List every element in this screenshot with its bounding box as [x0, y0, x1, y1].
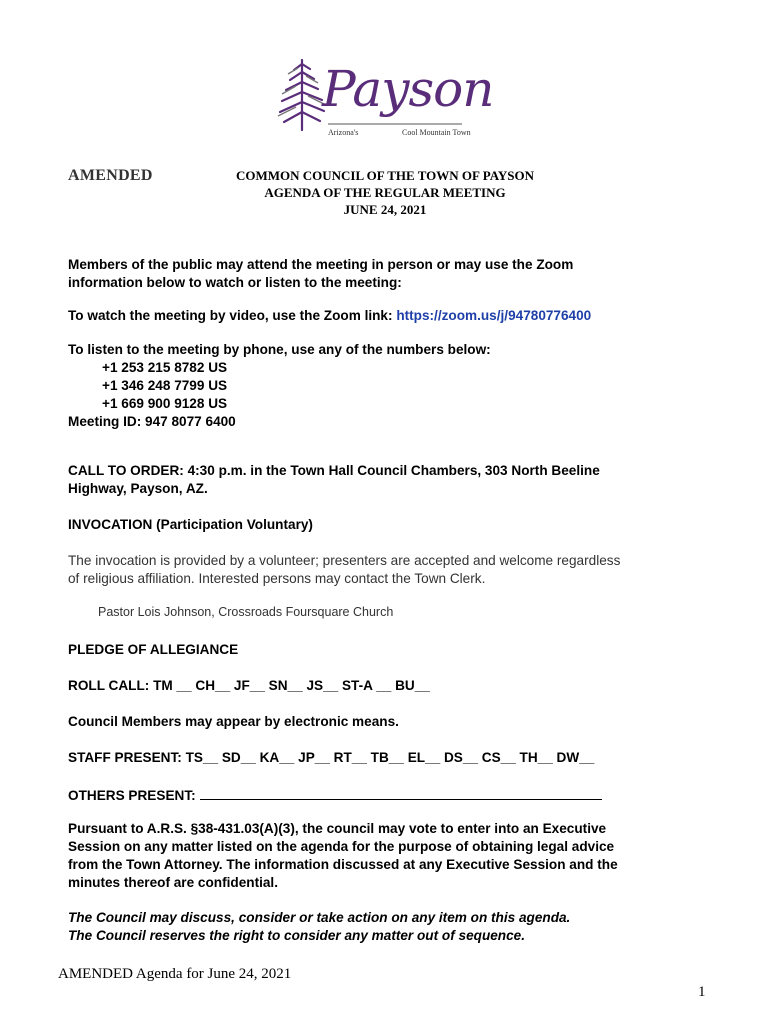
- intro-line-1: Members of the public may attend the meeting in person or may use the Zoom: [68, 257, 574, 272]
- video-text: To watch the meeting by video, use the Zoom link:: [68, 308, 397, 323]
- public-attendance-notice: [68, 256, 708, 292]
- council-notice: [68, 909, 708, 945]
- invocation-heading: INVOCATION (Participation Voluntary): [68, 517, 313, 532]
- notice-line-2: The Council reserves the right to consider any matter out of sequence.: [68, 928, 526, 943]
- phone-instructions: [68, 341, 708, 431]
- invocation-description: [68, 552, 708, 588]
- phone-number: +1 253 215 8782 US: [102, 360, 228, 375]
- notice-line-1: The Council may discuss, consider or take action on any item on this agenda.: [68, 910, 571, 925]
- call-to-order-line-2: Highway, Payson, AZ.: [68, 481, 208, 496]
- invocation-presenter: Pastor Lois Johnson, Crossroads Foursquare Church: [98, 605, 394, 619]
- page-footer: AMENDED Agenda for June 24, 2021: [58, 966, 292, 982]
- page-number: 1: [698, 984, 706, 1000]
- call-to-order-line-1: 4:30 p.m. in the Town Hall Council Chambers, 303 North Beeline: [183, 463, 600, 478]
- intro-line-2: information below to watch or listen to the meeting:: [68, 275, 402, 290]
- logo-tagline-left: Arizona's: [328, 128, 359, 137]
- invocation-line-1: The invocation is provided by a volunteer; presenters are accepted and welcome regardless: [68, 553, 621, 568]
- roll-call: ROLL CALL: TM __ CH__ JF__ SN__ JS__ ST-A __ BU__: [68, 678, 430, 693]
- executive-line-4: minutes thereof are confidential.: [68, 875, 278, 890]
- executive-line-2: Session on any matter listed on the agenda for the purpose of obtaining legal advice: [68, 839, 615, 854]
- call-to-order-label: CALL TO ORDER:: [68, 463, 184, 478]
- others-present-label: OTHERS PRESENT:: [68, 788, 196, 803]
- zoom-link[interactable]: https://zoom.us/j/94780776400: [396, 308, 592, 323]
- logo-tagline-right: Cool Mountain Town: [402, 128, 471, 137]
- invocation-line-2: of religious affiliation. Interested persons may contact the Town Clerk.: [68, 571, 486, 586]
- header-line-2: AGENDA OF THE REGULAR MEETING: [264, 185, 506, 200]
- header-line-1: COMMON COUNCIL OF THE TOWN OF PAYSON: [235, 168, 535, 183]
- staff-present: STAFF PRESENT: TS__ SD__ KA__ JP__ RT__ TB__ EL__ DS__ CS__ TH__ DW__: [68, 750, 595, 765]
- header-line-3: JUNE 24, 2021: [343, 202, 427, 217]
- phone-intro: To listen to the meeting by phone, use any of the numbers below:: [68, 342, 491, 357]
- call-to-order: [68, 462, 708, 498]
- video-instructions: [68, 307, 708, 325]
- payson-logo: [272, 52, 502, 144]
- amended-label: AMENDED: [68, 167, 153, 184]
- executive-session-notice: [68, 820, 708, 892]
- executive-line-1: Pursuant to A.R.S. §38-431.03(A)(3), the council may vote to enter into an Executive: [68, 821, 607, 836]
- others-present-blank: [200, 785, 602, 800]
- phone-number: +1 346 248 7799 US: [102, 378, 228, 393]
- executive-line-3: from the Town Attorney. The information discussed at any Executive Session and the: [68, 857, 618, 872]
- agenda-header: [170, 167, 600, 218]
- pledge-of-allegiance: PLEDGE OF ALLEGIANCE: [68, 642, 239, 657]
- meeting-id: Meeting ID: 947 8077 6400: [68, 414, 236, 429]
- others-present: [68, 785, 708, 805]
- electronic-means-notice: Council Members may appear by electronic means.: [68, 714, 399, 729]
- logo-wordmark: Payson: [322, 60, 494, 118]
- phone-number: +1 669 900 9128 US: [102, 396, 228, 411]
